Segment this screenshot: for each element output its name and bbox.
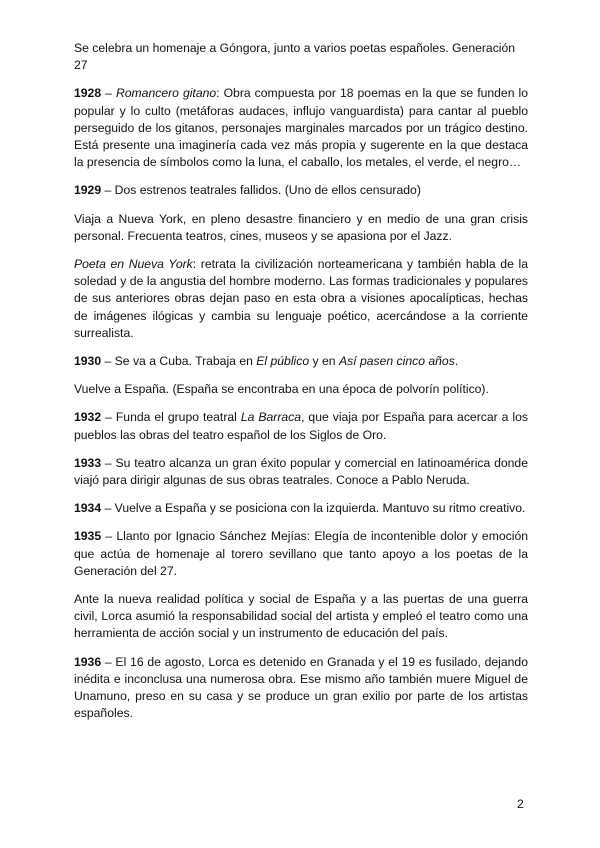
work-title: Así pasen cinco años xyxy=(338,354,455,369)
paragraph-text: Vuelve a España. (España se encontraba en una época de polvorín político). xyxy=(74,382,489,397)
work-title: Poeta en Nueva York xyxy=(74,257,193,272)
work-title: Romancero gitano xyxy=(115,86,217,101)
paragraph-1934 xyxy=(74,500,528,517)
paragraph-return-spain xyxy=(74,381,528,398)
paragraph-1936 xyxy=(74,654,528,723)
paragraph-1930 xyxy=(74,353,528,370)
year-label: 1929 xyxy=(74,183,102,198)
paragraph-1928 xyxy=(74,85,528,171)
paragraph-gongora-homage xyxy=(74,40,528,74)
year-label: 1928 xyxy=(74,86,102,101)
page-number: 2 xyxy=(517,797,524,811)
paragraph-1929 xyxy=(74,182,528,199)
paragraph-text: . xyxy=(454,354,459,369)
paragraph-text: – xyxy=(101,86,116,101)
paragraph-text: – Funda el grupo teatral xyxy=(101,410,241,425)
paragraph-text: : retrata la civilización norteamericana y también habla de la soledad y de la angustia del hombre moderno. Las formas tradicionales y populares de sus anteriores obras dejan paso en esta obra a visiones apocalípticas, hechas de imágenes ilógicas y cambia su lenguaje poético, acercándose a la corriente surrealista. xyxy=(74,257,528,340)
paragraph-new-york-trip xyxy=(74,211,528,245)
year-label: 1930 xyxy=(74,354,102,369)
year-label: 1935 xyxy=(74,529,102,544)
document-page xyxy=(74,40,528,734)
paragraph-text: Se celebra un homenaje a Góngora, junto a varios poetas españoles. Generación 27 xyxy=(74,41,516,73)
paragraph-text: – El 16 de agosto, Lorca es detenido en Granada y el 19 es fusilado, dejando inédita e inconclusa una numerosa obra. Ese mismo año también muere Miguel de Unamuno, preso en su casa y se produce un gran exilio por parte de los artistas españoles. xyxy=(74,654,528,721)
paragraph-text: Viaja a Nueva York, en pleno desastre financiero y en medio de una gran crisis personal. Frecuenta teatros, cines, museos y se apasiona por el Jazz. xyxy=(74,211,528,243)
paragraph-text: Ante la nueva realidad política y social de España y a las puertas de una guerra civil, Lorca asumió la responsabilidad social del artista y empleó el teatro como una herramienta de acción social y un instrumento de educación del país. xyxy=(74,592,528,641)
work-title: La Barraca xyxy=(240,410,302,425)
paragraph-text: – Dos estrenos teatrales fallidos. (Uno de ellos censurado) xyxy=(101,183,421,198)
paragraph-1933 xyxy=(74,455,528,489)
paragraph-poeta-en-nueva-york xyxy=(74,256,528,342)
paragraph-1935 xyxy=(74,528,528,580)
paragraph-text: – Se va a Cuba. Trabaja en xyxy=(101,354,257,369)
year-label: 1932 xyxy=(74,410,102,425)
paragraph-text: – Su teatro alcanza un gran éxito popular y comercial en latinoamérica donde viajó para dirigir algunas de sus obras teatrales. Conoce a Pablo Neruda. xyxy=(74,455,528,488)
paragraph-text: – Llanto por Ignacio Sánchez Mejías: Elegía de incontenible dolor y emoción que actúa de homenaje al torero sevillano que tanto apoyo a los poetas de la Generación del 27. xyxy=(74,529,528,578)
paragraph-text: , que viaja por España para acercar a los pueblos las obras del teatro español de los Siglos de Oro. xyxy=(74,410,528,442)
paragraph-text: y en xyxy=(309,354,339,369)
paragraph-1932 xyxy=(74,409,528,443)
year-label: 1936 xyxy=(74,654,102,669)
work-title: El público xyxy=(256,354,310,369)
year-label: 1933 xyxy=(74,455,102,470)
year-label: 1934 xyxy=(74,501,102,516)
paragraph-text: : Obra compuesta por 18 poemas en la que se funden lo popular y lo culto (metáforas audaces, influjo vanguardista) para cantar al pueblo perseguido de los gitanos, personajes marginales marcados por un trágico destino. Está presente una imaginería cada vez más propia y sugerente en la que destaca la presencia de símbolos como la luna, el caballo, los metales, el verde, el negro… xyxy=(74,86,528,170)
paragraph-social-role xyxy=(74,591,528,643)
paragraph-text: – Vuelve a España y se posiciona con la izquierda. Mantuvo su ritmo creativo. xyxy=(101,501,526,516)
